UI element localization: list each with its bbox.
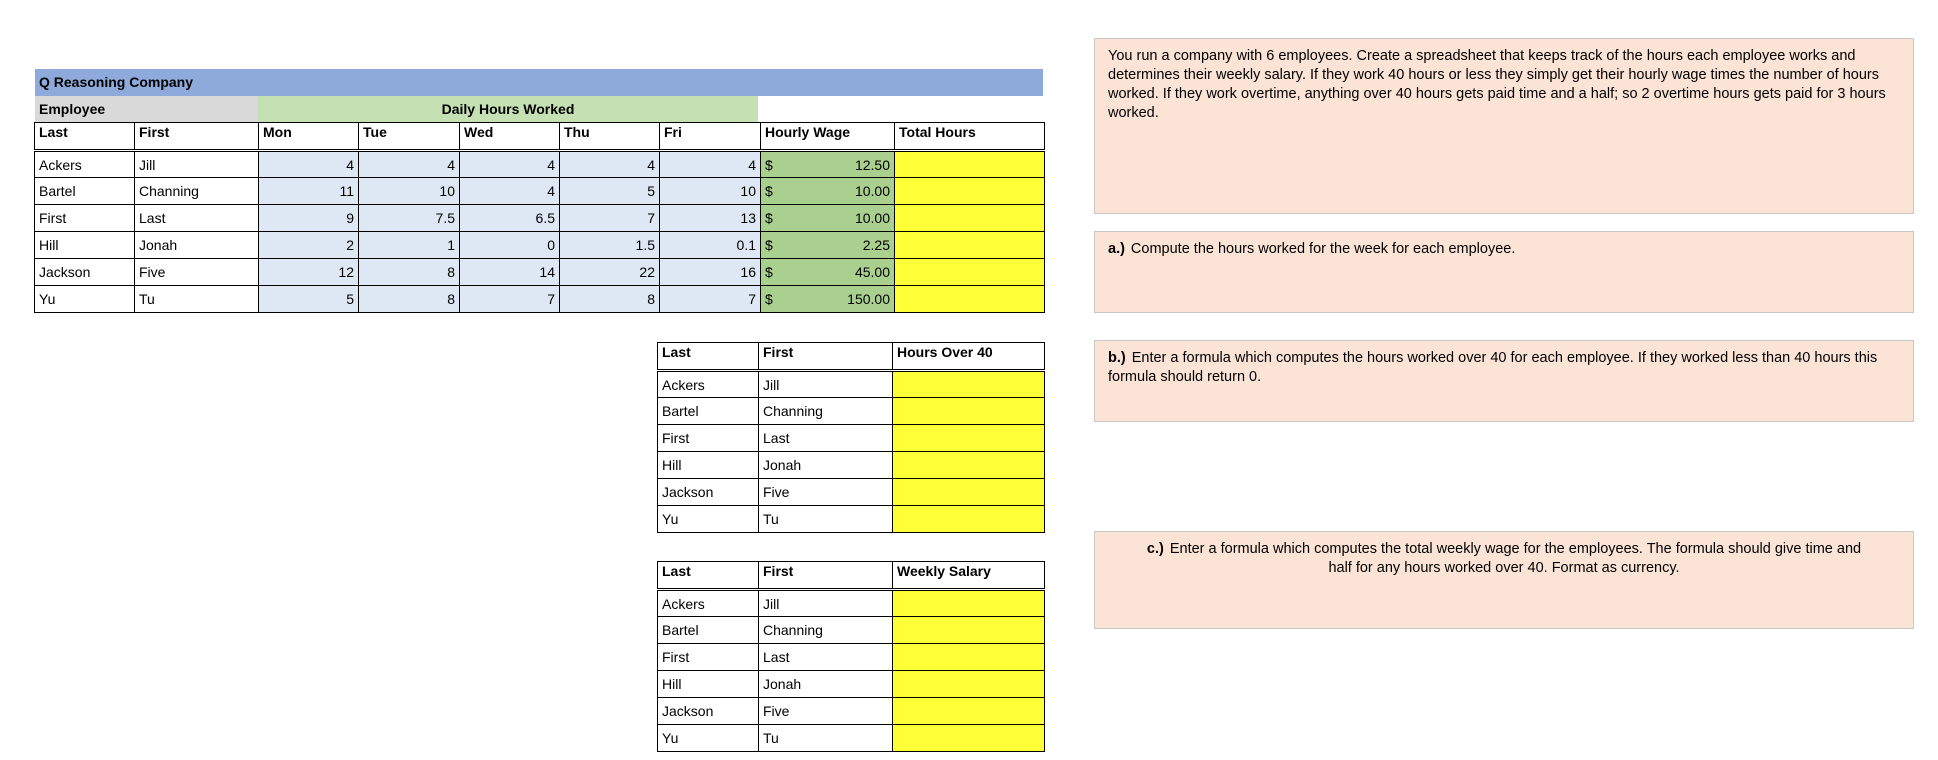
cell-first[interactable]: Jonah	[135, 232, 259, 259]
task-b-label: b.)	[1108, 350, 1126, 366]
task-c-label: c.)	[1146, 541, 1164, 557]
task-c-text: Enter a formula which computes the total weekly wage for the employees. The formula should give time and half for any hours worked over 40. Format as currency.	[1169, 541, 1862, 576]
table-row	[658, 425, 1045, 452]
cell-mon[interactable]: 4	[259, 151, 359, 178]
wage-amount: 10.00	[854, 210, 890, 226]
cell-fri[interactable]: 16	[660, 259, 761, 286]
table-row	[658, 479, 1045, 506]
table-row	[658, 644, 1045, 671]
cell-first[interactable]: Five	[759, 698, 893, 725]
cell-last[interactable]: Hill	[658, 671, 759, 698]
cell-tue[interactable]: 4	[359, 151, 460, 178]
cell-last[interactable]: Hill	[35, 232, 135, 259]
cell-last[interactable]: Ackers	[35, 151, 135, 178]
table-row	[35, 232, 1045, 259]
task-a-label: a.)	[1108, 241, 1125, 257]
header-first[interactable]: First	[759, 562, 893, 590]
cell-last[interactable]: First	[35, 205, 135, 232]
cell-first[interactable]: Channing	[135, 178, 259, 205]
cell-hourly-wage[interactable]	[761, 232, 895, 259]
cell-last[interactable]: First	[658, 644, 759, 671]
cell-thu[interactable]: 5	[560, 178, 660, 205]
cell-weekly-salary[interactable]	[893, 644, 1045, 671]
cell-total-hours[interactable]	[895, 259, 1045, 286]
cell-first[interactable]: Jonah	[759, 671, 893, 698]
cell-last[interactable]: Bartel	[658, 398, 759, 425]
task-a-textbox[interactable]	[1094, 231, 1914, 313]
cell-hours-over-40[interactable]	[893, 371, 1045, 398]
cell-last[interactable]: Bartel	[35, 178, 135, 205]
cell-fri[interactable]: 13	[660, 205, 761, 232]
wage-amount: 150.00	[847, 291, 890, 307]
table-row	[658, 398, 1045, 425]
daily-hours-header-band[interactable]: Daily Hours Worked	[258, 96, 758, 122]
overtime-table	[657, 342, 1045, 533]
task-c-textbox[interactable]	[1094, 531, 1914, 629]
cell-wed[interactable]: 4	[460, 178, 560, 205]
header-weekly-salary[interactable]: Weekly Salary	[893, 562, 1045, 590]
cell-first[interactable]: Last	[759, 425, 893, 452]
wage-amount: 12.50	[854, 156, 890, 173]
cell-mon[interactable]: 9	[259, 205, 359, 232]
cell-last[interactable]: Jackson	[658, 479, 759, 506]
cell-last[interactable]: Ackers	[658, 590, 759, 617]
cell-hours-over-40[interactable]	[893, 452, 1045, 479]
cell-first[interactable]: Five	[759, 479, 893, 506]
cell-hours-over-40[interactable]	[893, 425, 1045, 452]
cell-first[interactable]: Five	[135, 259, 259, 286]
cell-first[interactable]: Jonah	[759, 452, 893, 479]
cell-wed[interactable]: 7	[460, 286, 560, 313]
cell-fri[interactable]: 0.1	[660, 232, 761, 259]
table-row	[658, 725, 1045, 752]
table-row	[658, 671, 1045, 698]
header-first[interactable]: First	[759, 343, 893, 371]
cell-tue[interactable]: 8	[359, 286, 460, 313]
cell-total-hours[interactable]	[895, 205, 1045, 232]
cell-total-hours[interactable]	[895, 178, 1045, 205]
header-fri[interactable]: Fri	[660, 123, 761, 151]
header-mon[interactable]: Mon	[259, 123, 359, 151]
cell-weekly-salary[interactable]	[893, 698, 1045, 725]
currency-symbol: $	[765, 264, 773, 280]
cell-last[interactable]: Ackers	[658, 371, 759, 398]
header-last[interactable]: Last	[35, 123, 135, 151]
task-b-textbox[interactable]	[1094, 340, 1914, 422]
company-title[interactable]: Q Reasoning Company	[35, 69, 1043, 96]
cell-last[interactable]: Bartel	[658, 617, 759, 644]
table-row	[658, 452, 1045, 479]
header-thu[interactable]: Thu	[560, 123, 660, 151]
cell-fri[interactable]: 10	[660, 178, 761, 205]
wage-amount: 45.00	[854, 264, 890, 280]
header-wed[interactable]: Wed	[460, 123, 560, 151]
salary-table	[657, 561, 1045, 752]
wage-amount: 2.25	[862, 237, 890, 253]
cell-last[interactable]: Hill	[658, 452, 759, 479]
table-row	[35, 205, 1045, 232]
cell-last[interactable]: Yu	[35, 286, 135, 313]
cell-weekly-salary[interactable]	[893, 590, 1045, 617]
cell-weekly-salary[interactable]	[893, 671, 1045, 698]
header-total-hours[interactable]: Total Hours	[895, 123, 1045, 151]
cell-wed[interactable]: 6.5	[460, 205, 560, 232]
salary-table-header	[658, 562, 1045, 590]
cell-thu[interactable]: 4	[560, 151, 660, 178]
intro-text: You run a company with 6 employees. Create a spreadsheet that keeps track of the hours each employee works and determines their weekly salary. If they work 40 hours or less they simply get their hourly wage times the number of hours worked. If they work overtime, anything over 40 hours gets paid time and a half; so 2 overtime hours gets paid for 3 hours worked.	[1108, 48, 1886, 121]
cell-last[interactable]: Jackson	[658, 698, 759, 725]
table-row	[658, 590, 1045, 617]
header-tue[interactable]: Tue	[359, 123, 460, 151]
cell-total-hours[interactable]	[895, 232, 1045, 259]
cell-tue[interactable]: 10	[359, 178, 460, 205]
cell-hourly-wage[interactable]	[761, 286, 895, 313]
intro-textbox[interactable]	[1094, 38, 1914, 214]
cell-first[interactable]: Jill	[759, 371, 893, 398]
cell-wed[interactable]: 14	[460, 259, 560, 286]
cell-hourly-wage[interactable]	[761, 259, 895, 286]
cell-tue[interactable]: 8	[359, 259, 460, 286]
currency-symbol: $	[765, 183, 773, 199]
cell-first[interactable]: Last	[135, 205, 259, 232]
table-row	[35, 178, 1045, 205]
cell-last[interactable]: Yu	[658, 725, 759, 752]
hours-table	[34, 122, 1045, 313]
overtime-table-header	[658, 343, 1045, 371]
table-row	[35, 151, 1045, 178]
cell-hours-over-40[interactable]	[893, 398, 1045, 425]
table-row	[658, 617, 1045, 644]
cell-wed[interactable]: 0	[460, 232, 560, 259]
cell-mon[interactable]: 11	[259, 178, 359, 205]
cell-mon[interactable]: 12	[259, 259, 359, 286]
currency-symbol: $	[765, 156, 773, 173]
table-row	[658, 371, 1045, 398]
cell-last[interactable]: Yu	[658, 506, 759, 533]
cell-hourly-wage[interactable]	[761, 178, 895, 205]
wage-amount: 10.00	[854, 183, 890, 199]
cell-thu[interactable]: 8	[560, 286, 660, 313]
cell-hours-over-40[interactable]	[893, 479, 1045, 506]
table-row	[35, 286, 1045, 313]
cell-total-hours[interactable]	[895, 151, 1045, 178]
table-row	[658, 506, 1045, 533]
cell-first[interactable]: Channing	[759, 617, 893, 644]
header-hours-over-40[interactable]: Hours Over 40	[893, 343, 1045, 371]
header-last[interactable]: Last	[658, 343, 759, 371]
header-first[interactable]: First	[135, 123, 259, 151]
cell-first[interactable]: Tu	[135, 286, 259, 313]
task-b-text: Enter a formula which computes the hours worked over 40 for each employee. If they worked less than 40 hours this formula should return 0.	[1108, 350, 1878, 385]
table-row	[35, 259, 1045, 286]
cell-last[interactable]: Jackson	[35, 259, 135, 286]
cell-weekly-salary[interactable]	[893, 617, 1045, 644]
cell-fri[interactable]: 4	[660, 151, 761, 178]
cell-weekly-salary[interactable]	[893, 725, 1045, 752]
cell-last[interactable]: First	[658, 425, 759, 452]
currency-symbol: $	[765, 291, 773, 307]
cell-wed[interactable]: 4	[460, 151, 560, 178]
cell-mon[interactable]: 2	[259, 232, 359, 259]
cell-thu[interactable]: 7	[560, 205, 660, 232]
cell-hours-over-40[interactable]	[893, 506, 1045, 533]
currency-symbol: $	[765, 210, 773, 226]
cell-first[interactable]: Last	[759, 644, 893, 671]
cell-mon[interactable]: 5	[259, 286, 359, 313]
cell-thu[interactable]: 22	[560, 259, 660, 286]
employee-header-band[interactable]: Employee	[35, 96, 258, 122]
hours-table-header	[35, 123, 1045, 151]
cell-first[interactable]: Jill	[759, 590, 893, 617]
cell-hourly-wage[interactable]	[761, 205, 895, 232]
cell-hourly-wage[interactable]	[761, 151, 895, 178]
cell-total-hours[interactable]	[895, 286, 1045, 313]
cell-tue[interactable]: 1	[359, 232, 460, 259]
cell-first[interactable]: Tu	[759, 506, 893, 533]
cell-tue[interactable]: 7.5	[359, 205, 460, 232]
cell-first[interactable]: Jill	[135, 151, 259, 178]
cell-first[interactable]: Channing	[759, 398, 893, 425]
cell-thu[interactable]: 1.5	[560, 232, 660, 259]
table-row	[658, 698, 1045, 725]
cell-first[interactable]: Tu	[759, 725, 893, 752]
header-hourly-wage[interactable]: Hourly Wage	[761, 123, 895, 151]
task-a-text: Compute the hours worked for the week for each employee.	[1130, 241, 1516, 257]
currency-symbol: $	[765, 237, 773, 253]
cell-fri[interactable]: 7	[660, 286, 761, 313]
header-last[interactable]: Last	[658, 562, 759, 590]
